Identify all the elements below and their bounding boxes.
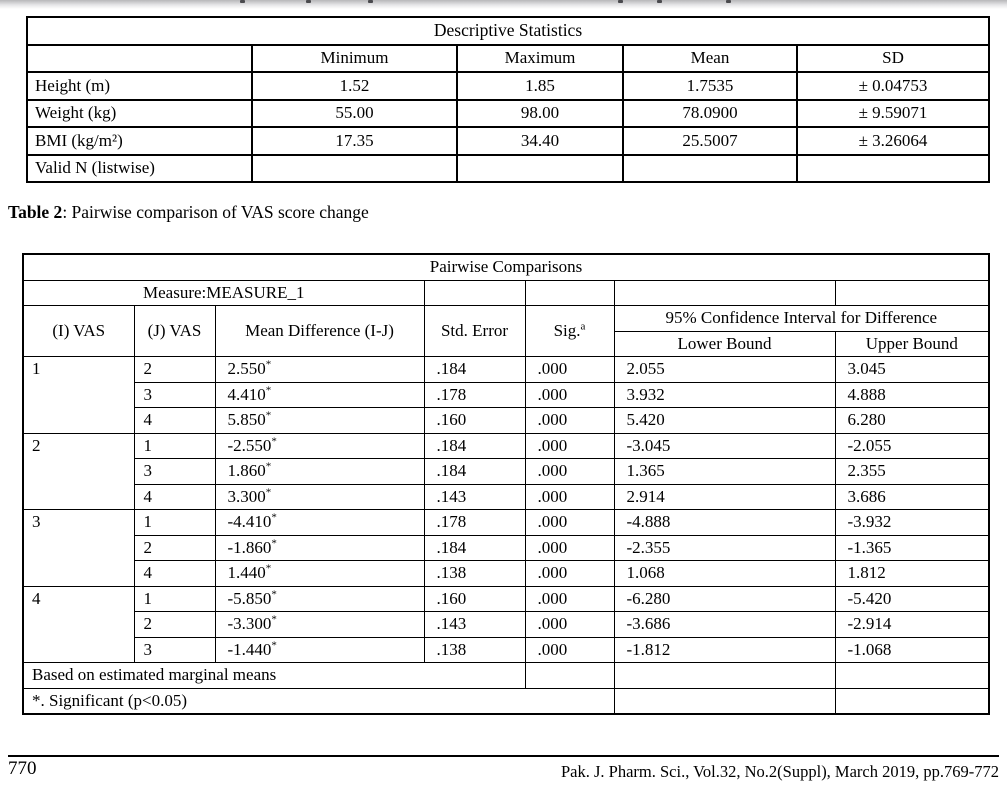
significance-asterisk: * <box>271 613 277 626</box>
table-cell: 55.00 <box>252 100 457 128</box>
sig-cell: .000 <box>525 484 614 510</box>
table-row <box>23 510 989 536</box>
mean-diff-value: 2.550 <box>227 359 266 379</box>
table-row <box>23 535 989 561</box>
lower-bound-cell: -3.045 <box>614 433 835 459</box>
sig-footnote-marker: a <box>580 320 586 333</box>
mean-diff-value: -5.850 <box>227 588 272 608</box>
sig-cell: .000 <box>525 561 614 587</box>
table-cell <box>525 280 614 306</box>
std-error-cell: .184 <box>424 433 525 459</box>
sig-cell: .000 <box>525 637 614 663</box>
sig-cell: .000 <box>525 535 614 561</box>
table-cell: 98.00 <box>457 100 623 128</box>
sig-cell: .000 <box>525 459 614 485</box>
table-row <box>23 280 989 306</box>
std-error-cell: .184 <box>424 535 525 561</box>
lower-bound-cell: 1.365 <box>614 459 835 485</box>
lower-bound-cell: -2.355 <box>614 535 835 561</box>
significance-asterisk: * <box>271 639 277 652</box>
table-header-cell: SD <box>797 45 989 73</box>
footnote-cell: *. Significant (p<0.05) <box>23 688 614 714</box>
lower-bound-cell: 5.420 <box>614 408 835 434</box>
mean-diff-cell <box>215 561 424 587</box>
upper-bound-cell: 6.280 <box>835 408 989 434</box>
upper-bound-cell: 3.686 <box>835 484 989 510</box>
table-cell <box>457 155 623 183</box>
j-vas-cell: 3 <box>134 637 215 663</box>
table-row <box>27 17 989 45</box>
std-error-cell: .178 <box>424 510 525 536</box>
mean-diff-value: 1.440 <box>227 563 266 583</box>
table-cell <box>835 688 989 714</box>
table-cell <box>614 663 835 689</box>
table2-title: Pairwise Comparisons <box>23 254 989 280</box>
upper-bound-cell: -2.914 <box>835 612 989 638</box>
mean-diff-value: 5.850 <box>227 410 266 430</box>
significance-asterisk: * <box>271 537 277 550</box>
std-error-cell: .178 <box>424 382 525 408</box>
footnote-cell: Based on estimated marginal means <box>23 663 525 689</box>
std-error-cell: .138 <box>424 561 525 587</box>
table-row <box>27 72 989 100</box>
j-vas-cell: 2 <box>134 357 215 383</box>
i-vas-cell: 3 <box>23 510 134 587</box>
lower-bound-cell: 2.055 <box>614 357 835 383</box>
mean-diff-cell <box>215 484 424 510</box>
table-cell: 1.85 <box>457 72 623 100</box>
sig-label: Sig. <box>553 321 581 340</box>
table-row <box>27 100 989 128</box>
sig-cell: .000 <box>525 612 614 638</box>
mean-diff-cell <box>215 586 424 612</box>
mean-diff-value: 1.860 <box>227 461 266 481</box>
table-row <box>23 637 989 663</box>
lower-bound-cell: 1.068 <box>614 561 835 587</box>
upper-bound-cell: 3.045 <box>835 357 989 383</box>
significance-asterisk: * <box>265 460 272 473</box>
lower-bound-cell: -4.888 <box>614 510 835 536</box>
std-error-cell: .184 <box>424 459 525 485</box>
mean-diff-cell <box>215 637 424 663</box>
table-header-cell: Lower Bound <box>614 331 835 357</box>
upper-bound-cell: 2.355 <box>835 459 989 485</box>
table-cell <box>424 280 525 306</box>
mean-diff-cell <box>215 433 424 459</box>
mean-diff-cell <box>215 357 424 383</box>
cropped-glyph-speck <box>726 0 731 3</box>
table-header-cell <box>525 306 614 357</box>
significance-asterisk: * <box>265 562 272 575</box>
cropped-text-remnant-strip <box>0 0 1007 9</box>
mean-diff-cell <box>215 535 424 561</box>
table-header-cell: Minimum <box>252 45 457 73</box>
row-label: BMI (kg/m²) <box>27 127 252 155</box>
upper-bound-cell: -5.420 <box>835 586 989 612</box>
caption-label: Table 2 <box>8 202 63 222</box>
mean-diff-value: 3.300 <box>227 486 266 506</box>
upper-bound-cell: 4.888 <box>835 382 989 408</box>
j-vas-cell: 2 <box>134 612 215 638</box>
significance-asterisk: * <box>265 384 272 397</box>
j-vas-cell: 3 <box>134 382 215 408</box>
table-cell: ± 0.04753 <box>797 72 989 100</box>
measure-cell: Measure:MEASURE_1 <box>23 280 424 306</box>
journal-citation: Pak. J. Pharm. Sci., Vol.32, No.2(Suppl), March 2019, pp.769-772 <box>560 762 999 781</box>
table-header-cell: Mean Difference (I-J) <box>215 306 424 357</box>
cropped-glyph-speck <box>306 0 311 3</box>
table-header-cell: Upper Bound <box>835 331 989 357</box>
upper-bound-cell: -3.932 <box>835 510 989 536</box>
j-vas-cell: 2 <box>134 535 215 561</box>
table2-caption <box>8 202 369 223</box>
table-cell <box>835 663 989 689</box>
upper-bound-cell: -1.068 <box>835 637 989 663</box>
table-row <box>23 459 989 485</box>
cropped-glyph-speck <box>240 0 245 3</box>
table-cell: ± 9.59071 <box>797 100 989 128</box>
table-row <box>23 306 989 332</box>
sig-cell: .000 <box>525 382 614 408</box>
table-header-cell: Mean <box>623 45 797 73</box>
sig-cell: .000 <box>525 586 614 612</box>
table-header-cell: Std. Error <box>424 306 525 357</box>
std-error-cell: .184 <box>424 357 525 383</box>
table-cell <box>835 280 989 306</box>
table-cell <box>797 155 989 183</box>
sig-cell: .000 <box>525 433 614 459</box>
table-cell: 25.5007 <box>623 127 797 155</box>
significance-asterisk: * <box>271 511 277 524</box>
table-row <box>23 688 989 714</box>
table-row <box>27 127 989 155</box>
mean-diff-cell <box>215 510 424 536</box>
std-error-cell: .160 <box>424 586 525 612</box>
footer-divider <box>8 755 999 757</box>
i-vas-cell: 1 <box>23 357 134 434</box>
mean-diff-cell <box>215 612 424 638</box>
i-vas-cell: 4 <box>23 586 134 663</box>
table-row <box>23 586 989 612</box>
table-row <box>27 45 989 73</box>
j-vas-cell: 1 <box>134 586 215 612</box>
cropped-glyph-speck <box>657 0 662 3</box>
significance-asterisk: * <box>265 409 272 422</box>
table-row <box>23 433 989 459</box>
std-error-cell: .138 <box>424 637 525 663</box>
significance-asterisk: * <box>265 358 272 371</box>
cropped-glyph-speck <box>368 0 373 3</box>
mean-diff-value: 4.410 <box>227 384 266 404</box>
std-error-cell: .143 <box>424 484 525 510</box>
upper-bound-cell: -2.055 <box>835 433 989 459</box>
row-label: Valid N (listwise) <box>27 155 252 183</box>
significance-asterisk: * <box>265 486 272 499</box>
j-vas-cell: 4 <box>134 484 215 510</box>
table-cell <box>623 155 797 183</box>
table-cell: 1.52 <box>252 72 457 100</box>
j-vas-cell: 4 <box>134 408 215 434</box>
table-row <box>23 561 989 587</box>
ci-header-cell: 95% Confidence Interval for Difference <box>614 306 989 332</box>
mean-diff-cell <box>215 382 424 408</box>
table-row <box>23 408 989 434</box>
mean-diff-value: -3.300 <box>227 614 272 634</box>
std-error-cell: .160 <box>424 408 525 434</box>
j-vas-cell: 4 <box>134 561 215 587</box>
table-header-cell: (I) VAS <box>23 306 134 357</box>
table-row <box>27 155 989 183</box>
mean-diff-cell <box>215 408 424 434</box>
table-row <box>23 663 989 689</box>
std-error-cell: .143 <box>424 612 525 638</box>
table-row <box>23 382 989 408</box>
mean-diff-value: -2.550 <box>227 435 272 455</box>
table-header-cell: (J) VAS <box>134 306 215 357</box>
table-cell <box>252 155 457 183</box>
cropped-glyph-speck <box>618 0 623 3</box>
mean-diff-value: -4.410 <box>227 512 272 532</box>
table-row <box>23 612 989 638</box>
table-row <box>23 357 989 383</box>
table-cell: 78.0900 <box>623 100 797 128</box>
table-cell: 1.7535 <box>623 72 797 100</box>
table-header-cell: Maximum <box>457 45 623 73</box>
table-header-cell <box>27 45 252 73</box>
upper-bound-cell: -1.365 <box>835 535 989 561</box>
j-vas-cell: 1 <box>134 510 215 536</box>
significance-asterisk: * <box>271 588 277 601</box>
table-row <box>23 254 989 280</box>
lower-bound-cell: 2.914 <box>614 484 835 510</box>
significance-asterisk: * <box>271 435 277 448</box>
mean-diff-cell <box>215 459 424 485</box>
i-vas-cell: 2 <box>23 433 134 510</box>
table-cell: ± 3.26064 <box>797 127 989 155</box>
row-label: Weight (kg) <box>27 100 252 128</box>
j-vas-cell: 1 <box>134 433 215 459</box>
sig-cell: .000 <box>525 510 614 536</box>
lower-bound-cell: -1.812 <box>614 637 835 663</box>
upper-bound-cell: 1.812 <box>835 561 989 587</box>
mean-diff-value: -1.860 <box>227 537 272 557</box>
sig-cell: .000 <box>525 357 614 383</box>
lower-bound-cell: -6.280 <box>614 586 835 612</box>
j-vas-cell: 3 <box>134 459 215 485</box>
mean-diff-value: -1.440 <box>227 639 272 659</box>
table-cell <box>614 688 835 714</box>
lower-bound-cell: 3.932 <box>614 382 835 408</box>
descriptive-statistics-table <box>26 16 990 183</box>
pairwise-comparisons-table <box>22 253 990 715</box>
table-cell <box>525 663 614 689</box>
sig-cell: .000 <box>525 408 614 434</box>
lower-bound-cell: -3.686 <box>614 612 835 638</box>
table-cell <box>614 280 835 306</box>
caption-text: : Pairwise comparison of VAS score change <box>62 202 369 222</box>
table-row <box>23 484 989 510</box>
page-number: 770 <box>8 758 37 779</box>
table-cell: 17.35 <box>252 127 457 155</box>
row-label: Height (m) <box>27 72 252 100</box>
table1-title: Descriptive Statistics <box>27 17 989 45</box>
table-cell: 34.40 <box>457 127 623 155</box>
